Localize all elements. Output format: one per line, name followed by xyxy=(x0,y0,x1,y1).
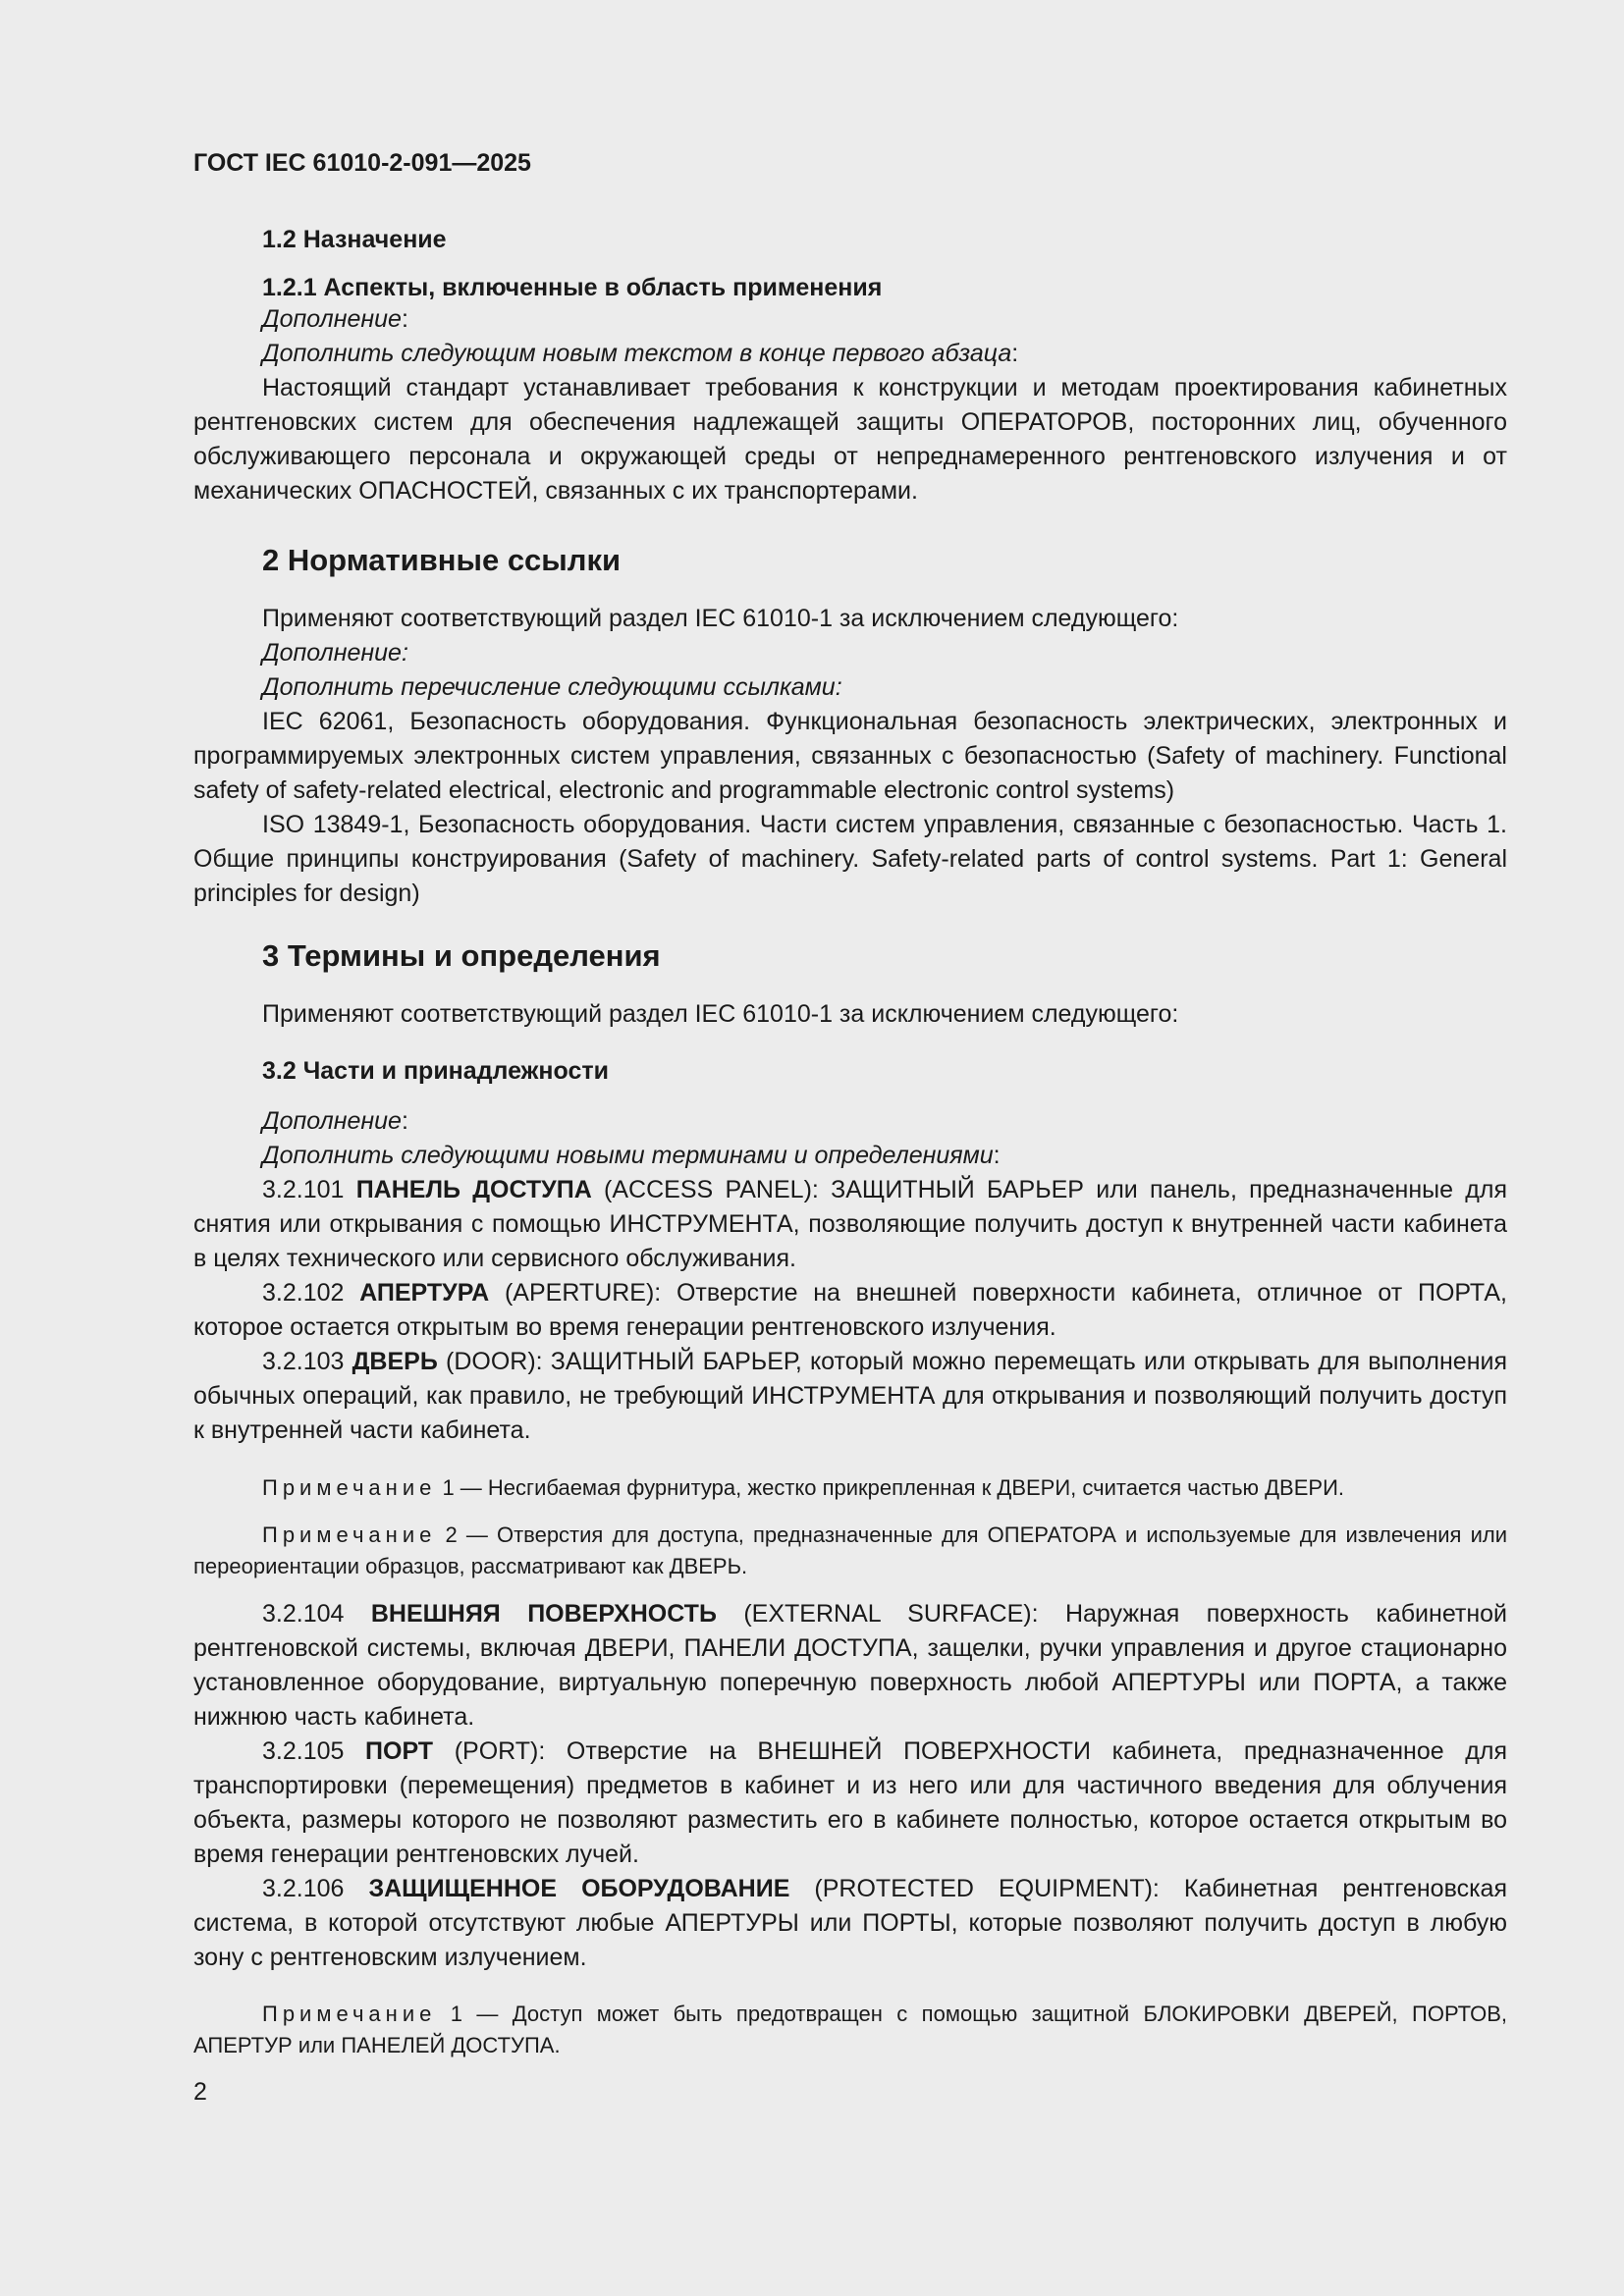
section-3-body xyxy=(193,997,1507,1032)
reference-iso-13849-1: ISO 13849-1, Безопасность оборудования. Части систем управления, связанные с безопасностью. Часть 1. Общие принципы конструирования (Safety of machinery. Safety-related parts of control systems. Part 1: General principles for design) xyxy=(193,811,1507,907)
section-2-heading: 2 Нормативные ссылки xyxy=(262,543,622,577)
section-1-2-1 xyxy=(193,274,1507,508)
terms-block-a xyxy=(193,1104,1507,1448)
section-3 xyxy=(193,938,1507,974)
term-3-2-101: 3.2.101 ПАНЕЛЬ ДОСТУПА (ACCESS PANEL): ЗАЩИТНЫЙ БАРЬЕР или панель, предназначенные для снятия или открывания с помощью ИНСТРУМЕНТА, позволяющие получить доступ к внутренней части кабинета в целях технического или сервисного обслуживания. xyxy=(193,1176,1508,1272)
instruction-line: Дополнить перечисление следующими ссылками: xyxy=(262,673,842,701)
term-3-2-106: 3.2.106 ЗАЩИЩЕННОЕ ОБОРУДОВАНИЕ (PROTECTED EQUIPMENT): Кабинетная рентгеновская система, в которой отсутствуют любые АПЕРТУРЫ или ПОРТЫ, которые позволяют получить доступ в любую зону с рентгеновским излучением. xyxy=(193,1875,1507,1971)
section-2 xyxy=(193,543,1507,578)
section-3-2-heading: 3.2 Части и принадлежности xyxy=(262,1057,609,1085)
apply-clause: Применяют соответствующий раздел IEC 61010-1 за исключением следующего: xyxy=(262,605,1179,632)
standard-designation: ГОСТ IEC 61010-2-091—2025 xyxy=(193,149,531,177)
running-header xyxy=(193,149,1507,178)
terms-block-b xyxy=(193,1597,1507,1975)
section-3-2 xyxy=(193,1057,1507,1086)
section-1-2-heading: 1.2 Назначение xyxy=(262,226,447,253)
section-1-2-1-heading: 1.2.1 Аспекты, включенные в область применения xyxy=(262,274,883,301)
addition-label: Дополнение: xyxy=(262,1107,408,1135)
term-3-2-104: 3.2.104 ВНЕШНЯЯ ПОВЕРХНОСТЬ (EXTERNAL SURFACE): Наружная поверхность кабинетной рентгеновской системы, включая ДВЕРИ, ПАНЕЛИ ДОСТУПА, защелки, ручки управления и другое стационарно установленное оборудование, виртуальную поперечную поверхность любой АПЕРТУРЫ или ПОРТА, а также нижнюю часть кабинета. xyxy=(193,1600,1508,1731)
term-3-2-103: 3.2.103 ДВЕРЬ (DOOR): ЗАЩИТНЫЙ БАРЬЕР, который можно перемещать или открывать для выполнения обычных операций, как правило, не требующий ИНСТРУМЕНТА для открывания и позволяющий получить доступ к внутренней части кабинета. xyxy=(193,1348,1508,1444)
scope-paragraph: Настоящий стандарт устанавливает требования к конструкции и методам проектирования кабинетных рентгеновских систем для обеспечения надлежащей защиты ОПЕРАТОРОВ, посторонних лиц, обученного обслуживающего персонала и окружающей среды от непреднамеренного рентгеновского излучения и от механических ОПАСНОСТЕЙ, связанных с их транспортерами. xyxy=(193,374,1507,505)
section-2-body xyxy=(193,602,1507,911)
section-3-heading: 3 Термины и определения xyxy=(262,938,661,973)
addition-label: Дополнение: xyxy=(262,305,408,333)
page-number: 2 xyxy=(193,2078,207,2106)
addition-label: Дополнение: xyxy=(262,639,408,667)
section-1-2 xyxy=(193,226,1507,254)
reference-iec-62061: IEC 62061, Безопасность оборудования. Функциональная безопасность электрических, электронных и программируемых электронных систем управления, связанных с безопасностью (Safety of machinery. Functional safety of safety-related electrical, electronic and programmable electronic control systems) xyxy=(193,708,1507,804)
instruction-line: Дополнить следующим новым текстом в конце первого абзаца: xyxy=(262,340,1019,367)
page-footer xyxy=(193,2075,1507,2109)
apply-clause: Применяют соответствующий раздел IEC 61010-1 за исключением следующего: xyxy=(262,1000,1179,1028)
term-3-2-105: 3.2.105 ПОРТ (PORT): Отверстие на ВНЕШНЕЙ ПОВЕРХНОСТИ кабинета, предназначенное для транспортировки (перемещения) предметов в кабинет и из него или для частичного введения для облучения объекта, размеры которого не позволяют разместить его в кабинете полностью, которое остается открытым во время генерации рентгеновских лучей. xyxy=(193,1737,1507,1868)
note-3-2-103-1: Примечание 1 — Несгибаемая фурнитура, жестко прикрепленная к ДВЕРИ, считается частью ДВЕРИ. xyxy=(262,1475,1345,1500)
note-3-2-103-2: Примечание 2 — Отверстия для доступа, предназначенные для ОПЕРАТОРА и используемые для извлечения или переориентации образцов, рассматривают как ДВЕРЬ. xyxy=(193,1522,1507,1578)
instruction-line: Дополнить следующими новыми терминами и определениями: xyxy=(262,1142,1001,1169)
term-3-2-102: 3.2.102 АПЕРТУРА (APERTURE): Отверстие на внешней поверхности кабинета, отличное от ПОРТА, которое остается открытым во время генерации рентгеновского излучения. xyxy=(193,1279,1507,1341)
note-3-2-106-1: Примечание 1 — Доступ может быть предотвращен с помощью защитной БЛОКИРОВКИ ДВЕРЕЙ, ПОРТОВ, АПЕРТУР или ПАНЕЛЕЙ ДОСТУПА. xyxy=(193,2002,1507,2057)
